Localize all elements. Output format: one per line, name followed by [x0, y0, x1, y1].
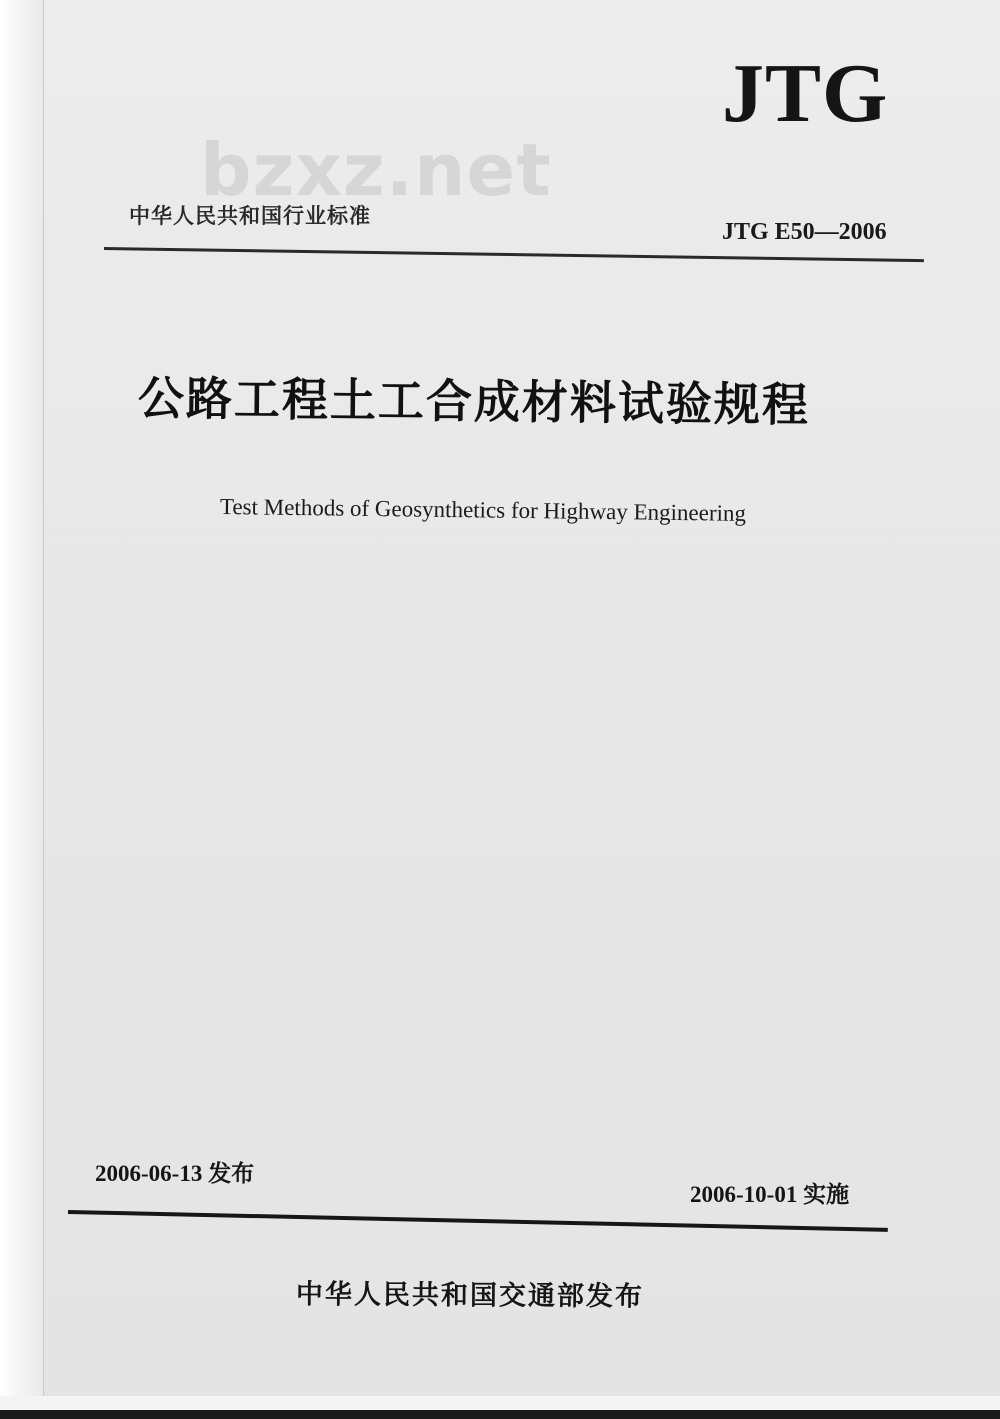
title-chinese: 公路工程土工合成材料试验规程: [137, 371, 811, 433]
footer-divider: [68, 1210, 888, 1232]
standard-category: 中华人民共和国行业标准: [129, 204, 371, 228]
scan-left-edge: [0, 0, 44, 1400]
publisher: 中华人民共和国交通部发布: [295, 1279, 645, 1313]
header-divider: [104, 247, 924, 262]
scan-bottom-margin: [0, 1396, 1000, 1410]
scan-edge-line: [43, 0, 44, 1400]
issue-date: 2006-06-13 发布: [95, 1161, 255, 1186]
watermark: bzxz.net: [200, 128, 552, 212]
title-english: Test Methods of Geosynthetics for Highway Engineering: [219, 494, 747, 526]
jtg-logo: JTG: [722, 47, 889, 140]
standard-code: JTG E50—2006: [722, 219, 887, 245]
implementation-date: 2006-10-01 实施: [690, 1182, 850, 1207]
scan-bottom-edge: [0, 1410, 1000, 1419]
